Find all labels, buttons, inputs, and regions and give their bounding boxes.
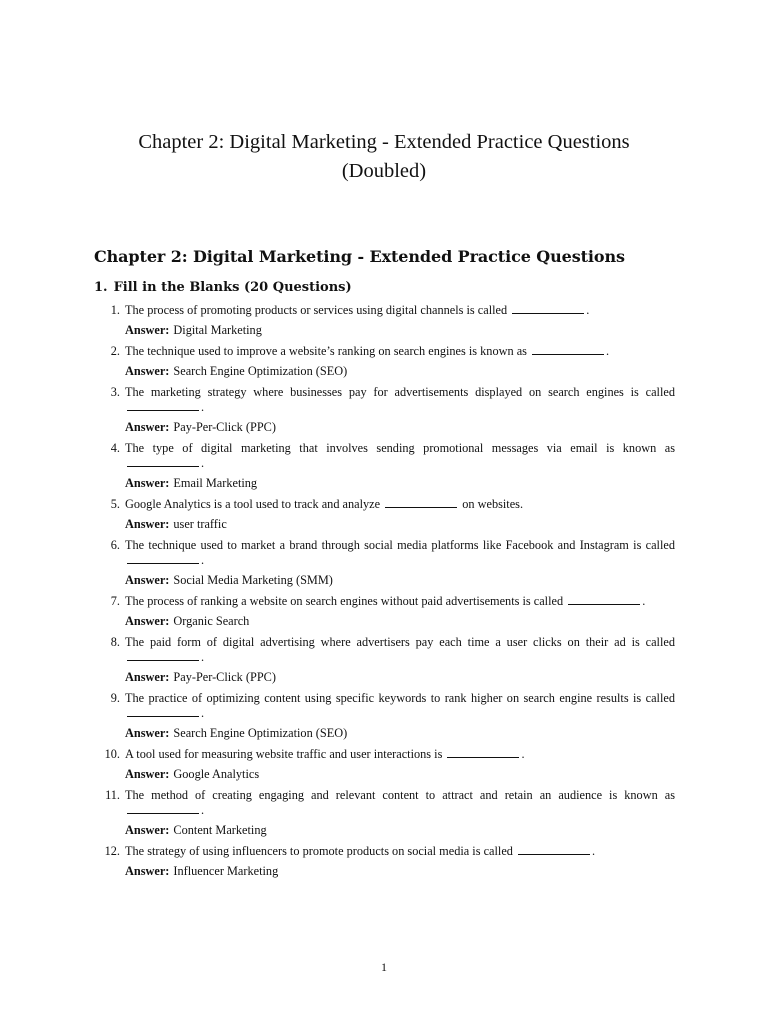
subsection-number: 1.	[94, 280, 108, 295]
page-number: 1	[381, 960, 387, 974]
answer-blank	[127, 400, 199, 411]
question-text	[125, 344, 675, 359]
question-text-before: The technique used to market a brand through social media platforms like Facebook and Instagram is called	[125, 538, 675, 552]
answer-label: Answer:	[125, 517, 170, 531]
answer-blank	[385, 497, 457, 508]
question-item	[0, 747, 675, 782]
document-title-line-2: (Doubled)	[341, 160, 427, 182]
answer-line	[125, 726, 675, 741]
question-text-after: .	[201, 650, 205, 664]
question-item	[0, 441, 675, 491]
answer-label: Answer:	[125, 614, 170, 628]
question-text-before: The marketing strategy where businesses pay for advertisements displayed on search engines is called	[125, 385, 675, 399]
answer-label: Answer:	[125, 573, 170, 587]
question-text-before: The paid form of digital advertising where advertisers pay each time a user clicks on their ad is called	[125, 635, 675, 649]
answer-blank	[568, 594, 640, 605]
question-item	[0, 303, 675, 338]
question-text-before: A tool used for measuring website traffic and user interactions is	[125, 747, 443, 761]
subsection-heading	[94, 279, 352, 297]
answer-label: Answer:	[125, 726, 170, 740]
question-item	[0, 844, 675, 879]
question-text-after: .	[201, 803, 205, 817]
answer-line	[125, 823, 675, 838]
subsection-title: Fill in the Blanks (20 Questions)	[113, 280, 352, 295]
answer-line	[125, 420, 675, 435]
question-number: 4.	[110, 441, 120, 455]
answer-text: Google Analytics	[173, 767, 260, 781]
answer-label: Answer:	[125, 420, 170, 434]
answer-text: Social Media Marketing (SMM)	[173, 573, 333, 587]
question-text	[125, 441, 675, 471]
question-text	[125, 538, 675, 568]
answer-text: Organic Search	[173, 614, 250, 628]
answer-line	[125, 614, 675, 629]
answer-text: user traffic	[173, 517, 227, 531]
question-text-after: .	[201, 400, 205, 414]
answer-line	[125, 323, 675, 338]
question-text-after: on websites.	[462, 497, 524, 511]
question-number: 2.	[110, 344, 120, 358]
question-text-after: .	[592, 844, 596, 858]
answer-label: Answer:	[125, 767, 170, 781]
answer-text: Digital Marketing	[173, 323, 262, 337]
answer-text: Pay-Per-Click (PPC)	[173, 670, 276, 684]
answer-blank	[512, 303, 584, 314]
question-item	[0, 635, 675, 685]
answer-line	[125, 864, 675, 879]
answer-blank	[127, 706, 199, 717]
question-number: 9.	[110, 691, 120, 705]
answer-blank	[127, 553, 199, 564]
question-text-before: The type of digital marketing that involves sending promotional messages via email is known as	[125, 441, 675, 455]
answer-text: Email Marketing	[173, 476, 258, 490]
answer-line	[125, 476, 675, 491]
question-list	[0, 303, 768, 885]
question-text	[125, 691, 675, 721]
answer-text: Pay-Per-Click (PPC)	[173, 420, 276, 434]
question-number: 10.	[104, 747, 120, 761]
question-item	[0, 691, 675, 741]
question-text	[125, 497, 675, 512]
question-text-after: .	[606, 344, 610, 358]
question-number: 1.	[110, 303, 120, 317]
answer-line	[125, 517, 675, 532]
question-text-before: The process of ranking a website on search engines without paid advertisements is called	[125, 594, 564, 608]
question-item	[0, 385, 675, 435]
question-text-after: .	[201, 456, 205, 470]
question-number: 11.	[105, 788, 120, 802]
answer-label: Answer:	[125, 823, 170, 837]
question-number: 7.	[110, 594, 120, 608]
answer-blank	[127, 803, 199, 814]
answer-line	[125, 573, 675, 588]
question-text-after: .	[201, 553, 205, 567]
question-item	[0, 788, 675, 838]
question-text-before: The strategy of using influencers to promote products on social media is called	[125, 844, 513, 858]
answer-text: Content Marketing	[173, 823, 267, 837]
question-text-after: .	[521, 747, 525, 761]
answer-label: Answer:	[125, 364, 170, 378]
question-text	[125, 788, 675, 818]
question-item	[0, 497, 675, 532]
answer-line	[125, 364, 675, 379]
question-text	[125, 635, 675, 665]
answer-blank	[518, 844, 590, 855]
question-number: 5.	[110, 497, 120, 511]
question-item	[0, 594, 675, 629]
question-text-before: The technique used to improve a website’s ranking on search engines is known as	[125, 344, 527, 358]
question-number: 8.	[110, 635, 120, 649]
answer-text: Search Engine Optimization (SEO)	[173, 726, 348, 740]
question-text	[125, 385, 675, 415]
question-text	[125, 594, 675, 609]
question-text-after: .	[642, 594, 646, 608]
answer-blank	[127, 456, 199, 467]
question-text-before: The method of creating engaging and relevant content to attract and retain an audience is known as	[125, 788, 675, 802]
answer-blank	[532, 344, 604, 355]
section-heading: Chapter 2: Digital Marketing - Extended Practice Questions	[94, 247, 625, 266]
question-text	[125, 747, 675, 762]
question-text-before: Google Analytics is a tool used to track and analyze	[125, 497, 381, 511]
document-title-line-1: Chapter 2: Digital Marketing - Extended Practice Questions	[138, 131, 630, 153]
answer-label: Answer:	[125, 323, 170, 337]
answer-text: Search Engine Optimization (SEO)	[173, 364, 348, 378]
question-text	[125, 844, 675, 859]
answer-label: Answer:	[125, 476, 170, 490]
question-number: 3.	[110, 385, 120, 399]
question-text-after: .	[586, 303, 590, 317]
answer-label: Answer:	[125, 670, 170, 684]
question-text-before: The practice of optimizing content using specific keywords to rank higher on search engine results is called	[125, 691, 675, 705]
question-text	[125, 303, 675, 318]
question-number: 12.	[104, 844, 120, 858]
answer-text: Influencer Marketing	[173, 864, 279, 878]
question-item	[0, 538, 675, 588]
answer-line	[125, 767, 675, 782]
document-title	[0, 128, 768, 186]
question-item	[0, 344, 675, 379]
answer-line	[125, 670, 675, 685]
question-text-after: .	[201, 706, 205, 720]
answer-blank	[447, 747, 519, 758]
answer-blank	[127, 650, 199, 661]
question-text-before: The process of promoting products or services using digital channels is called	[125, 303, 508, 317]
question-number: 6.	[110, 538, 120, 552]
answer-label: Answer:	[125, 864, 170, 878]
